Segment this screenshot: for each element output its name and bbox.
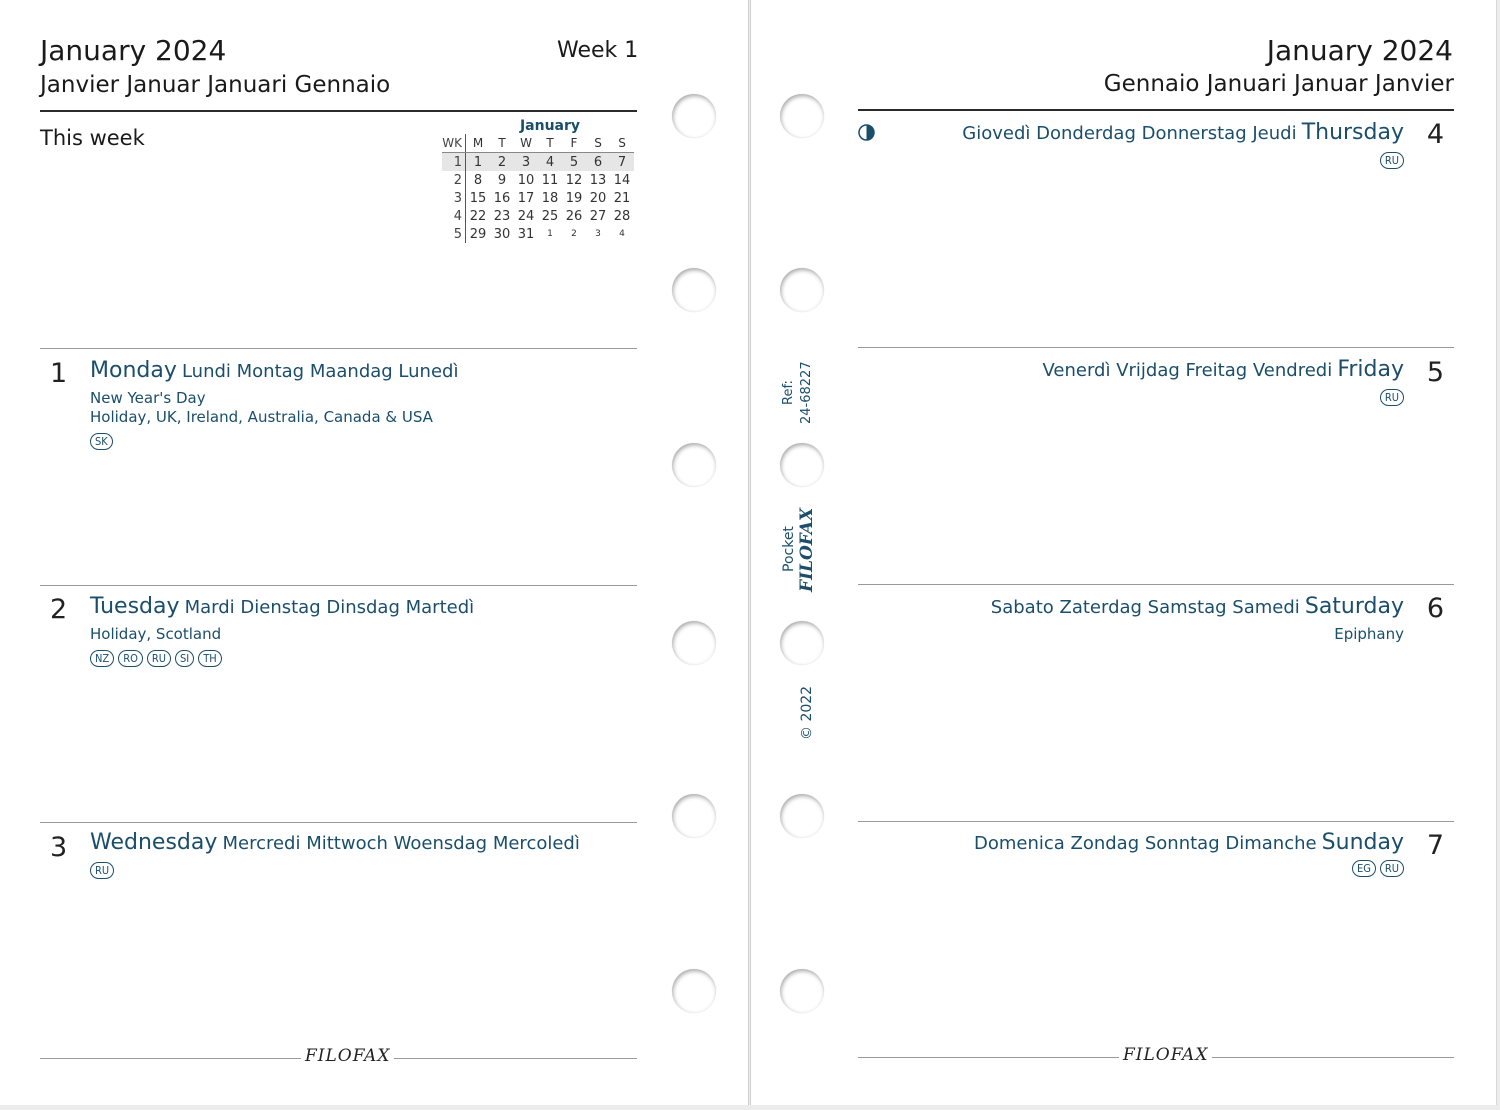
country-badge: RU [1380, 152, 1404, 169]
cal-day: 31 [517, 226, 535, 242]
day-divider [40, 822, 637, 823]
punch-hole [672, 94, 716, 138]
day-name-translations: Mercredi Mittwoch Woensdag Mercoledì [222, 833, 580, 854]
cal-day: 17 [517, 190, 535, 206]
country-badge: SK [90, 433, 113, 450]
punch-hole [780, 621, 824, 665]
cal-header: T [490, 134, 514, 153]
filofax-logo: FILOFAX [301, 1046, 394, 1066]
cal-day: 16 [493, 190, 511, 206]
day-name-translations: Sabato Zaterdag Samstag Samedi [990, 597, 1300, 618]
cal-day: 22 [469, 208, 487, 224]
cal-day: 12 [565, 172, 583, 188]
cal-row [442, 171, 634, 189]
cal-week-number: 3 [442, 189, 466, 207]
cal-day: 23 [493, 208, 511, 224]
cal-day: 26 [565, 208, 583, 224]
cal-day: 25 [541, 208, 559, 224]
ref-number: 24-68227 [799, 361, 814, 424]
day-heading [991, 594, 1404, 619]
cal-day: 13 [589, 172, 607, 188]
day-name: Monday [90, 358, 177, 383]
cal-day: 5 [562, 153, 586, 172]
left-page [0, 0, 748, 1105]
cal-day: 30 [493, 226, 511, 242]
cal-day-next-month: 1 [547, 229, 553, 239]
cal-day: 27 [589, 208, 607, 224]
cal-header: S [586, 134, 610, 153]
country-badge: NZ [90, 650, 114, 667]
country-badges [90, 650, 222, 667]
cal-day: 9 [497, 172, 507, 188]
mini-calendar-month: January [519, 118, 581, 134]
day-divider [858, 821, 1454, 822]
mini-calendar [442, 118, 638, 243]
cal-day: 29 [469, 226, 487, 242]
spine-filofax-logo: FILOFAX [797, 507, 817, 592]
country-badge: RU [90, 862, 114, 879]
right-month-subtitle: Gennaio Januari Januar Janvier [1103, 71, 1454, 97]
cal-week-number: 4 [442, 207, 466, 225]
day-number: 1 [50, 358, 68, 389]
left-month-title: January 2024 [40, 34, 227, 67]
day-name: Thursday [1301, 120, 1404, 145]
country-badges [90, 862, 114, 879]
cal-day: 28 [613, 208, 631, 224]
cal-day: 11 [541, 172, 559, 188]
country-badge: RU [147, 650, 171, 667]
day-name: Friday [1337, 357, 1404, 382]
cal-day: 24 [517, 208, 535, 224]
day-heading [90, 358, 458, 383]
country-badge: SI [175, 650, 194, 667]
day-name-translations: Mardi Dienstag Dinsdag Martedì [184, 597, 475, 618]
cal-header: M [466, 134, 491, 153]
cal-day: 7 [610, 153, 634, 172]
cal-row [442, 225, 634, 243]
cal-day: 15 [469, 190, 487, 206]
cal-day-next-month: 4 [619, 229, 625, 239]
cal-day-next-month: 2 [571, 229, 577, 239]
punch-hole [672, 443, 716, 487]
left-month-subtitle: Janvier Januar Januari Gennaio [40, 72, 391, 98]
cal-header: T [538, 134, 562, 153]
cal-week-number: 2 [442, 171, 466, 189]
cal-day: 18 [541, 190, 559, 206]
country-badge: RO [118, 650, 143, 667]
country-badge: TH [198, 650, 222, 667]
cal-day: 2 [490, 153, 514, 172]
day-number: 7 [1426, 830, 1444, 861]
punch-hole [672, 794, 716, 838]
cal-day: 6 [586, 153, 610, 172]
cal-day-next-month: 3 [595, 229, 601, 239]
cal-header: W [514, 134, 538, 153]
country-badge: RU [1380, 860, 1404, 877]
right-page [751, 0, 1496, 1105]
day-name: Wednesday [90, 830, 218, 855]
filofax-logo: FILOFAX [1119, 1045, 1212, 1065]
country-badges [1352, 860, 1404, 877]
punch-hole [780, 268, 824, 312]
country-badges [90, 433, 113, 450]
cal-day: 8 [473, 172, 483, 188]
day-heading [90, 594, 474, 619]
day-number: 4 [1426, 119, 1444, 150]
country-badges [1380, 389, 1404, 406]
cal-day: 21 [613, 190, 631, 206]
cal-day: 14 [613, 172, 631, 188]
cal-day: 19 [565, 190, 583, 206]
day-note: New Year's Day [90, 389, 206, 407]
header-rule [858, 109, 1454, 111]
day-heading [962, 120, 1404, 145]
day-name-translations: Venerdì Vrijdag Freitag Vendredi [1042, 360, 1333, 381]
cal-week-number: 1 [442, 153, 466, 172]
day-heading [1043, 357, 1405, 382]
day-note: Holiday, UK, Ireland, Australia, Canada & USA [90, 408, 433, 426]
country-badge: RU [1380, 389, 1404, 406]
cal-row [442, 207, 634, 225]
day-number: 3 [50, 832, 68, 863]
punch-hole [780, 794, 824, 838]
punch-hole [672, 621, 716, 665]
mini-calendar-grid [442, 134, 634, 243]
cal-day: 10 [517, 172, 535, 188]
day-name: Tuesday [90, 594, 180, 619]
cal-day: 20 [589, 190, 607, 206]
punch-hole [780, 969, 824, 1013]
cal-row [442, 189, 634, 207]
day-name: Sunday [1321, 830, 1404, 855]
day-number: 5 [1426, 357, 1444, 388]
day-name-translations: Domenica Zondag Sonntag Dimanche [973, 833, 1317, 854]
day-number: 6 [1426, 593, 1444, 624]
right-month-title: January 2024 [1266, 34, 1453, 67]
punch-hole [672, 268, 716, 312]
week-label: Week 1 [557, 38, 639, 63]
day-name: Saturday [1304, 594, 1404, 619]
day-name-translations: Giovedì Donderdag Donnerstag Jeudi [962, 123, 1297, 144]
day-divider [40, 348, 637, 349]
punch-hole [780, 94, 824, 138]
copyright: © 2022 [799, 685, 815, 740]
country-badge: EG [1352, 860, 1376, 877]
cal-header: S [610, 134, 634, 153]
day-heading [90, 830, 580, 855]
cal-day: 3 [514, 153, 538, 172]
header-rule [40, 110, 637, 112]
cal-day: 1 [466, 153, 491, 172]
day-note: Holiday, Scotland [90, 625, 222, 643]
day-divider [858, 347, 1454, 348]
day-divider [858, 584, 1454, 585]
first-quarter-moon-icon [858, 124, 875, 141]
punch-hole [780, 443, 824, 487]
day-name-translations: Lundi Montag Maandag Lunedì [181, 361, 459, 382]
cal-day: 4 [538, 153, 562, 172]
cal-header: F [562, 134, 586, 153]
day-divider [40, 585, 637, 586]
day-note: Epiphany [1334, 625, 1404, 643]
size-label: Pocket [781, 526, 797, 572]
this-week-label: This week [40, 126, 145, 150]
cal-row-current-week [442, 153, 634, 172]
cal-week-number: 5 [442, 225, 466, 243]
cal-header: WK [442, 134, 466, 153]
day-heading [974, 830, 1404, 855]
day-number: 2 [50, 594, 68, 625]
country-badges [1380, 152, 1404, 169]
ref-label: Ref: [781, 380, 796, 405]
punch-hole [672, 969, 716, 1013]
